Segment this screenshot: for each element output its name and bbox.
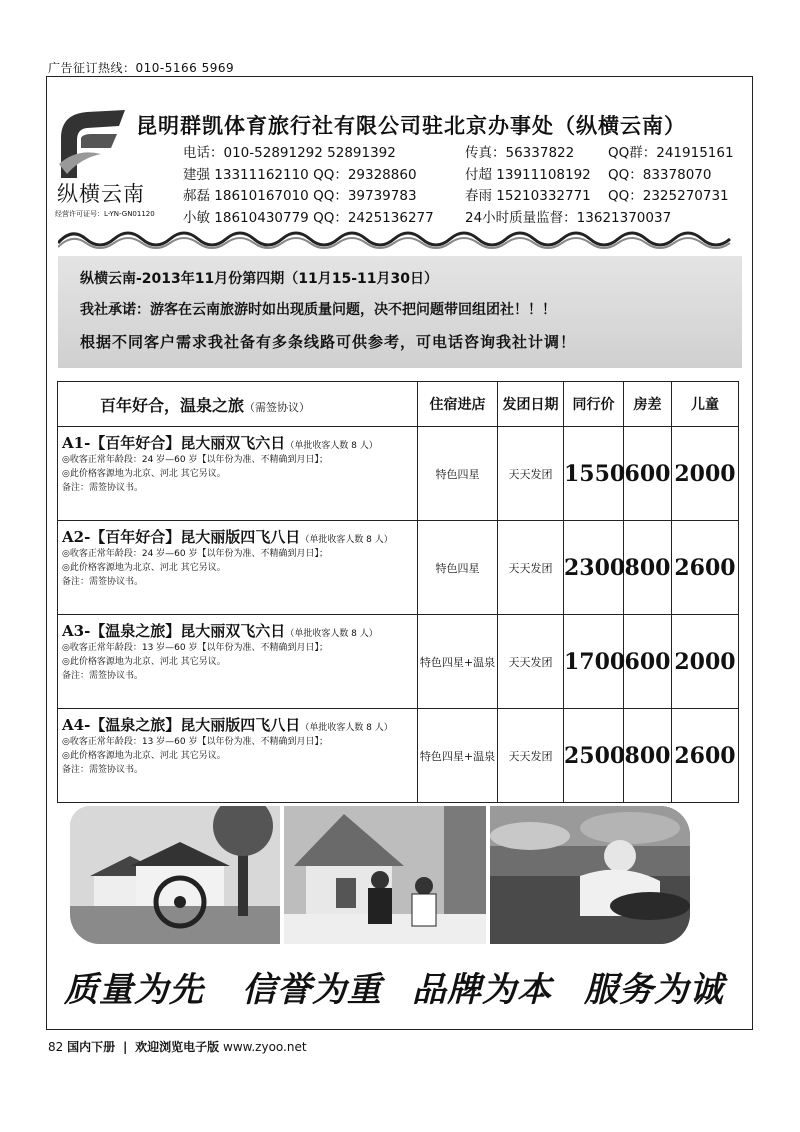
- room-diff-cell: 600: [624, 427, 672, 521]
- contact-phone: 电话：010-52891292 52891392: [183, 145, 396, 161]
- page-footer: [48, 1038, 307, 1055]
- contact-person: 春雨 15210332771: [465, 188, 591, 204]
- group-size-note: （单批收客人数 8 人）: [300, 723, 393, 733]
- route-name: A4-【温泉之旅】昆大丽版四飞八日（单批收客人数 8 人）: [62, 716, 393, 734]
- quality-promise: 我社承诺：游客在云南旅游时如出现质量问题，决不把问题带回组团社！！！: [80, 302, 556, 318]
- child-price-cell: 2000: [672, 615, 739, 709]
- child-price-cell: 2000: [672, 427, 739, 521]
- group-size-note: （单批收客人数 8 人）: [300, 535, 393, 545]
- departure-cell: 天天发团: [498, 709, 564, 803]
- route-note: ◎收客正常年龄段：13 岁—60 岁【以年份为准、不精确到月日】；: [62, 643, 328, 653]
- table-row: [58, 615, 739, 709]
- route-description: [58, 427, 418, 521]
- notice-panel: [58, 256, 742, 368]
- price-cell: 2300: [564, 521, 624, 615]
- table-row: [58, 709, 739, 803]
- photo-strip: [70, 806, 690, 944]
- price-cell: 1700: [564, 615, 624, 709]
- route-note: ◎此价格客源地为北京、河北 其它另议。: [62, 657, 226, 667]
- contact-qq: QQ：83378070: [608, 166, 712, 183]
- contact-fax: 传真：56337822: [465, 145, 575, 161]
- table-title-note: （需签协议）: [244, 400, 311, 414]
- room-diff-cell: 800: [624, 521, 672, 615]
- route-description: [58, 709, 418, 803]
- route-note: 备注：需签协议书。: [62, 577, 144, 587]
- photo-hot-spring: [490, 806, 690, 944]
- accommodation-cell: 特色四星: [418, 427, 498, 521]
- slogan-row: [60, 962, 740, 1012]
- child-price-cell: 2600: [672, 709, 739, 803]
- header-room-diff: 房差: [624, 382, 672, 427]
- departure-cell: 天天发团: [498, 521, 564, 615]
- contact-qq: QQ：2325270731: [608, 188, 729, 204]
- room-diff-cell: 600: [624, 615, 672, 709]
- contact-qq-group: QQ群：241915161: [608, 145, 734, 161]
- ad-hotline: 广告征订热线：010-5166 5969: [48, 61, 235, 75]
- contact-person: 付超 13911108192: [465, 166, 591, 183]
- header-price: 同行价: [564, 382, 624, 427]
- slogan: 品牌为本: [412, 970, 552, 1010]
- slogan: 服务为诚: [584, 970, 724, 1010]
- departure-cell: 天天发团: [498, 427, 564, 521]
- route-name: A2-【百年好合】昆大丽版四飞八日（单批收客人数 8 人）: [62, 528, 393, 546]
- route-name: A3-【温泉之旅】昆大丽双飞六日（单批收客人数 8 人）: [62, 622, 378, 640]
- company-name: 昆明群凯体育旅行社有限公司驻北京办事处（纵横云南）: [136, 114, 686, 138]
- group-size-note: （单批收客人数 8 人）: [285, 629, 378, 639]
- route-note: 备注：需签协议书。: [62, 483, 144, 493]
- departure-cell: 天天发团: [498, 615, 564, 709]
- header-departure: 发团日期: [498, 382, 564, 427]
- quality-hotline: 24小时质量监督：13621370037: [465, 209, 672, 226]
- footer-separator: |: [122, 1040, 128, 1054]
- accommodation-cell: 特色四星+温泉: [418, 709, 498, 803]
- table-row: [58, 521, 739, 615]
- website-link[interactable]: www.zyoo.net: [223, 1040, 307, 1054]
- price-cell: 1550: [564, 427, 624, 521]
- header-child: 儿童: [672, 382, 739, 427]
- route-note: ◎此价格客源地为北京、河北 其它另议。: [62, 563, 226, 573]
- photo-water-wheel-village: [70, 806, 280, 944]
- route-note: 备注：需签协议书。: [62, 765, 144, 775]
- logo-brand-name: 纵横云南: [57, 182, 145, 206]
- wave-divider: [58, 225, 738, 251]
- contact-person: 建强 13311162110 QQ：29328860: [183, 166, 417, 183]
- route-price-table: [57, 381, 739, 803]
- route-note: ◎收客正常年龄段：24 岁—60 岁【以年份为准、不精确到月日】；: [62, 455, 328, 465]
- header-accommodation: 住宿进店: [418, 382, 498, 427]
- section-name: 国内下册: [67, 1040, 116, 1054]
- table-row: [58, 427, 739, 521]
- route-note: 备注：需签协议书。: [62, 671, 144, 681]
- route-note: ◎此价格客源地为北京、河北 其它另议。: [62, 469, 226, 479]
- route-description: [58, 615, 418, 709]
- slogan: 质量为先: [64, 970, 204, 1010]
- contact-person: 小敏 18610430779 QQ：2425136277: [183, 209, 434, 226]
- route-name: A1-【百年好合】昆大丽双飞六日（单批收客人数 8 人）: [62, 434, 378, 452]
- slogan: 信誉为重: [242, 970, 382, 1010]
- contact-person: 郝磊 18610167010 QQ：39739783: [183, 188, 417, 204]
- route-note: ◎收客正常年龄段：24 岁—60 岁【以年份为准、不精确到月日】；: [62, 549, 328, 559]
- issue-period: 纵横云南-2013年11月份第四期（11月15-11月30日）: [80, 271, 438, 287]
- room-diff-cell: 800: [624, 709, 672, 803]
- table-title: 百年好合，温泉之旅（需签协议）: [58, 382, 418, 427]
- accommodation-cell: 特色四星+温泉: [418, 615, 498, 709]
- photo-folk-musicians: [284, 806, 486, 944]
- ebook-promo: 欢迎浏览电子版: [135, 1040, 220, 1054]
- license-number: 经营许可证号：L-YN-GN01120: [55, 210, 155, 218]
- accommodation-cell: 特色四星: [418, 521, 498, 615]
- table-header-row: [58, 382, 739, 427]
- price-cell: 2500: [564, 709, 624, 803]
- route-description: [58, 521, 418, 615]
- route-note: ◎收客正常年龄段：13 岁—60 岁【以年份为准、不精确到月日】；: [62, 737, 328, 747]
- page-number: 82: [48, 1040, 64, 1054]
- routes-consult-note: 根据不同客户需求我社备有多条线路可供参考，可电话咨询我社计调！: [80, 333, 577, 351]
- logo-f-mark-icon: [57, 108, 127, 178]
- route-note: ◎此价格客源地为北京、河北 其它另议。: [62, 751, 226, 761]
- child-price-cell: 2600: [672, 521, 739, 615]
- group-size-note: （单批收客人数 8 人）: [285, 441, 378, 451]
